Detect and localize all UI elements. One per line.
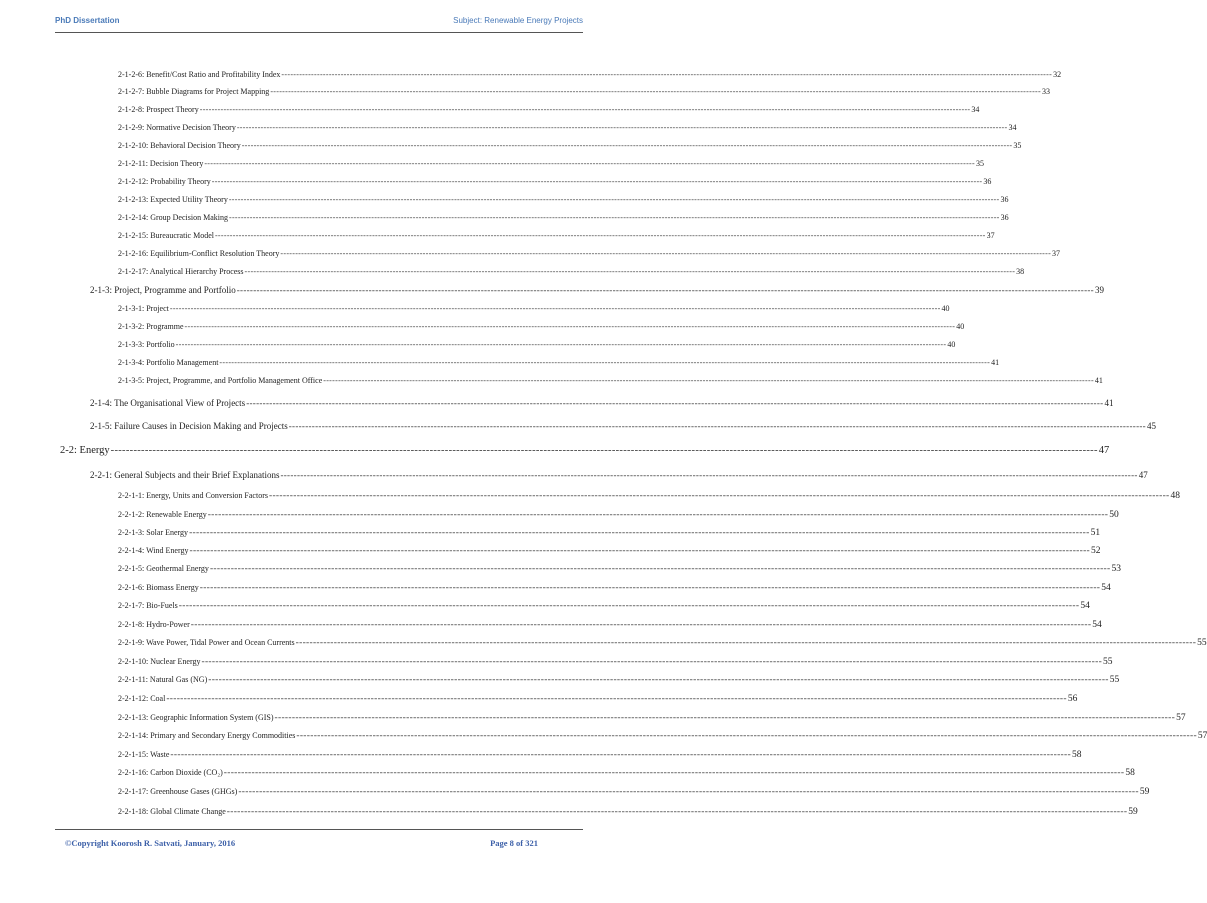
toc-leader-dashes: --------------------------------------------------------------------------------------------------------------------------------------------------------------------------------------------------------------------------------------------------------------------: [178, 601, 1080, 611]
toc-entry-page: 59: [1128, 807, 1138, 817]
toc-entry[interactable]: [118, 768, 1135, 778]
toc-leader-dashes: --------------------------------------------------------------------------------------------------------------------------------------------------------------------------------------------------------------------------------------------------------------------: [219, 358, 991, 367]
toc-entry[interactable]: [60, 445, 1110, 456]
header-left-title: PhD Dissertation: [55, 16, 120, 25]
toc-leader-dashes: --------------------------------------------------------------------------------------------------------------------------------------------------------------------------------------------------------------------------------------------------------------------: [199, 583, 1101, 593]
toc-entry[interactable]: [90, 398, 1114, 408]
toc-entry-title: 2-1-2-16: Equilibrium-Conflict Resolution Theory: [118, 249, 280, 258]
toc-entry-page: 45: [1146, 421, 1156, 431]
toc-entry-title: 2-2-1-8: Hydro-Power: [118, 620, 190, 629]
toc-entry[interactable]: [118, 583, 1111, 593]
toc-leader-dashes: --------------------------------------------------------------------------------------------------------------------------------------------------------------------------------------------------------------------------------------------------------------------: [281, 70, 1053, 79]
toc-entry-title: 2-2-1-18: Global Climate Change: [118, 807, 226, 816]
footer-copyright: ©Copyright Koorosh R. Satvati, January, 2016: [65, 838, 236, 848]
toc-entry-page: 57: [1176, 713, 1186, 723]
toc-entry-page: 35: [975, 159, 984, 168]
toc-entry-title: 2-1-2-11: Decision Theory: [118, 159, 204, 168]
toc-leader-dashes: --------------------------------------------------------------------------------------------------------------------------------------------------------------------------------------------------------------------------------------------------------------------: [268, 491, 1170, 501]
toc-entry-page: 36: [983, 177, 992, 186]
toc-entry-title: 2-2-1-14: Primary and Secondary Energy Commodities: [118, 731, 296, 740]
toc-entry-page: 36: [1000, 195, 1009, 204]
toc-leader-dashes: --------------------------------------------------------------------------------------------------------------------------------------------------------------------------------------------------------------------------------------------------------------------: [190, 620, 1092, 630]
toc-entry-title: 2-1-2-8: Prospect Theory: [118, 105, 199, 114]
toc-leader-dashes: --------------------------------------------------------------------------------------------------------------------------------------------------------------------------------------------------------------------------------------------------------------------: [236, 285, 1094, 295]
footer-page-number: Page 8 of 321: [490, 838, 538, 848]
toc-leader-dashes: --------------------------------------------------------------------------------------------------------------------------------------------------------------------------------------------------------------------------------------------------------------------: [223, 768, 1125, 778]
toc-entry-title: 2-1-2-13: Expected Utility Theory: [118, 195, 228, 204]
toc-entry-page: 50: [1109, 510, 1119, 520]
toc-entry[interactable]: [118, 491, 1181, 501]
toc-leader-dashes: --------------------------------------------------------------------------------------------------------------------------------------------------------------------------------------------------------------------------------------------------------------------: [280, 470, 1138, 480]
toc-entry[interactable]: [90, 470, 1148, 480]
toc-entry[interactable]: [118, 528, 1101, 538]
toc-entry[interactable]: [118, 694, 1078, 704]
header-right-subject: Subject: Renewable Energy Projects: [453, 16, 583, 25]
toc-entry-title: 2-2-1-1: Energy, Units and Conversion Factors: [118, 491, 268, 500]
toc-entry-title: 2-1-3-4: Portfolio Management: [118, 358, 219, 367]
toc-leader-dashes: --------------------------------------------------------------------------------------------------------------------------------------------------------------------------------------------------------------------------------------------------------------------: [288, 421, 1146, 431]
toc-entry[interactable]: [118, 675, 1120, 685]
toc-entry-page: 34: [971, 105, 980, 114]
toc-entry[interactable]: [118, 70, 1062, 79]
toc-leader-dashes: --------------------------------------------------------------------------------------------------------------------------------------------------------------------------------------------------------------------------------------------------------------------: [296, 731, 1197, 741]
toc-leader-dashes: --------------------------------------------------------------------------------------------------------------------------------------------------------------------------------------------------------------------------------------------------------------------: [226, 807, 1128, 817]
toc-entry-page: 37: [1052, 249, 1061, 258]
toc-entry-title: 2-2-1-12: Coal: [118, 694, 166, 703]
toc-entry-title: 2-2: Energy: [60, 445, 110, 456]
toc-leader-dashes: --------------------------------------------------------------------------------------------------------------------------------------------------------------------------------------------------------------------------------------------------------------------: [241, 141, 1013, 150]
toc-entry-title: 2-2-1-7: Bio-Fuels: [118, 601, 178, 610]
toc-leader-dashes: --------------------------------------------------------------------------------------------------------------------------------------------------------------------------------------------------------------------------------------------------------------------: [184, 322, 956, 331]
toc-leader-dashes: --------------------------------------------------------------------------------------------------------------------------------------------------------------------------------------------------------------------------------------------------------------------: [238, 787, 1139, 797]
toc-entry-page: 53: [1111, 564, 1121, 574]
toc-entry-page: 54: [1101, 583, 1111, 593]
toc-entry-page: 36: [1000, 213, 1009, 222]
toc-entry-page: 39: [1094, 285, 1104, 295]
toc-entry-title: 2-1-2-9: Normative Decision Theory: [118, 123, 236, 132]
footer-rule: [55, 829, 583, 830]
toc-entry-page: 57: [1197, 731, 1207, 741]
toc-leader-dashes: --------------------------------------------------------------------------------------------------------------------------------------------------------------------------------------------------------------------------------------------------------------------: [170, 750, 1071, 760]
page-footer: [55, 838, 583, 852]
toc-entry[interactable]: [118, 787, 1150, 797]
toc-leader-dashes: --------------------------------------------------------------------------------------------------------------------------------------------------------------------------------------------------------------------------------------------------------------------: [189, 546, 1091, 556]
toc-entry-title: 2-1-2-17: Analytical Hierarchy Process: [118, 267, 244, 276]
toc-entry-page: 58: [1125, 768, 1135, 778]
toc-entry[interactable]: [118, 340, 956, 349]
toc-entry[interactable]: [118, 195, 1009, 204]
toc-entry-page: 35: [1013, 141, 1022, 150]
toc-entry[interactable]: [118, 731, 1207, 741]
toc-entry-title: 2-2-1-4: Wind Energy: [118, 546, 189, 555]
toc-entry[interactable]: [118, 304, 950, 313]
toc-entry-page: 51: [1090, 528, 1101, 538]
toc-entry[interactable]: [118, 267, 1025, 276]
toc-entry[interactable]: [118, 750, 1082, 760]
toc-entry[interactable]: [118, 123, 1017, 132]
toc-entry[interactable]: [118, 177, 992, 186]
toc-entry[interactable]: [118, 105, 980, 114]
toc-leader-dashes: --------------------------------------------------------------------------------------------------------------------------------------------------------------------------------------------------------------------------------------------------------------------: [211, 177, 983, 186]
toc-entry-page: 32: [1053, 70, 1062, 79]
toc-entry-title: 2-1-2-7: Bubble Diagrams for Project Mapping: [118, 87, 270, 96]
toc-entry-page: 59: [1139, 787, 1150, 797]
toc-entry[interactable]: [118, 638, 1207, 648]
toc-entry-page: 47: [1138, 470, 1148, 480]
toc-entry-title: 2-1-5: Failure Causes in Decision Making and Projects: [90, 421, 288, 431]
toc-leader-dashes: --------------------------------------------------------------------------------------------------------------------------------------------------------------------------------------------------------------------------------------------------------------------: [204, 159, 975, 168]
toc-leader-dashes: --------------------------------------------------------------------------------------------------------------------------------------------------------------------------------------------------------------------------------------------------------------------: [295, 638, 1197, 648]
toc-entry-page: 40: [956, 322, 965, 331]
toc-entry-page: 56: [1067, 694, 1078, 704]
toc-entry[interactable]: [118, 322, 965, 331]
toc-entry[interactable]: [90, 285, 1104, 295]
toc-entry[interactable]: [118, 159, 984, 168]
toc-entry-page: 33: [1041, 87, 1050, 96]
toc-entry[interactable]: [118, 249, 1061, 258]
toc-entry-title: 2-1-2-6: Benefit/Cost Ratio and Profitability Index: [118, 70, 281, 79]
toc-leader-dashes: --------------------------------------------------------------------------------------------------------------------------------------------------------------------------------------------------------------------------------------------------------------------: [246, 398, 1104, 408]
toc-entry-title: 2-1-2-12: Probability Theory: [118, 177, 211, 186]
toc-entry-page: 48: [1170, 491, 1181, 501]
toc-leader-dashes: --------------------------------------------------------------------------------------------------------------------------------------------------------------------------------------------------------------------------------------------------------------------: [228, 195, 1000, 204]
toc-leader-dashes: --------------------------------------------------------------------------------------------------------------------------------------------------------------------------------------------------------------------------------------------------------------------: [274, 713, 1176, 723]
toc-leader-dashes: --------------------------------------------------------------------------------------------------------------------------------------------------------------------------------------------------------------------------------------------------------------------: [323, 376, 1094, 385]
toc-leader-dashes: --------------------------------------------------------------------------------------------------------------------------------------------------------------------------------------------------------------------------------------------------------------------: [270, 87, 1041, 96]
toc-entry[interactable]: [118, 510, 1119, 520]
toc-entry-page: 40: [947, 340, 956, 349]
toc-entry-title: 2-2-1-11: Natural Gas (NG): [118, 675, 208, 684]
toc-leader-dashes: --------------------------------------------------------------------------------------------------------------------------------------------------------------------------------------------------------------------------------------------------------------------: [228, 213, 1000, 222]
toc-entry-title: 2-1-3-5: Project, Programme, and Portfolio Management Office: [118, 376, 323, 385]
toc-entry[interactable]: [118, 141, 1022, 150]
toc-entry-title: 2-2-1-9: Wave Power, Tidal Power and Ocean Currents: [118, 638, 295, 647]
toc-leader-dashes: --------------------------------------------------------------------------------------------------------------------------------------------------------------------------------------------------------------------------------------------------------------------: [207, 510, 1109, 520]
toc-leader-dashes: --------------------------------------------------------------------------------------------------------------------------------------------------------------------------------------------------------------------------------------------------------------------: [166, 694, 1067, 704]
toc-entry-title: 2-2-1-6: Biomass Energy: [118, 583, 199, 592]
toc-entry-page: 58: [1071, 750, 1082, 760]
toc-entry[interactable]: [118, 601, 1090, 611]
toc-entry-title: 2-2-1-2: Renewable Energy: [118, 510, 207, 519]
toc-leader-dashes: --------------------------------------------------------------------------------------------------------------------------------------------------------------------------------------------------------------------------------------------------------------------: [175, 340, 947, 349]
toc-entry-title: 2-1-2-14: Group Decision Making: [118, 213, 228, 222]
toc-entry-title: 2-2-1-17: Greenhouse Gases (GHGs): [118, 787, 238, 796]
toc-entry-title: 2-1-3-1: Project: [118, 304, 169, 313]
toc-leader-dashes: --------------------------------------------------------------------------------------------------------------------------------------------------------------------------------------------------------------------------------------------------------------------: [280, 249, 1052, 258]
toc-leader-dashes: --------------------------------------------------------------------------------------------------------------------------------------------------------------------------------------------------------------------------------------------------------------------: [110, 445, 1098, 456]
toc-leader-dashes: --------------------------------------------------------------------------------------------------------------------------------------------------------------------------------------------------------------------------------------------------------------------: [244, 267, 1016, 276]
toc-entry-page: 41: [1094, 376, 1103, 385]
toc-entry-page: 54: [1092, 620, 1102, 630]
toc-entry-page: 40: [941, 304, 950, 313]
toc-entry[interactable]: [118, 231, 995, 240]
toc-leader-dashes: --------------------------------------------------------------------------------------------------------------------------------------------------------------------------------------------------------------------------------------------------------------------: [189, 528, 1090, 538]
toc-entry-title: 2-1-2-15: Bureaucratic Model: [118, 231, 214, 240]
toc-entry[interactable]: [118, 620, 1102, 630]
toc-entry-title: 2-1-3-2: Programme: [118, 322, 184, 331]
toc-entry-page: 55: [1109, 675, 1120, 685]
toc-leader-dashes: --------------------------------------------------------------------------------------------------------------------------------------------------------------------------------------------------------------------------------------------------------------------: [209, 564, 1111, 574]
toc-entry-page: 55: [1103, 657, 1113, 667]
toc-entry-page: 54: [1080, 601, 1090, 611]
toc-entry-title: 2-2-1-3: Solar Energy: [118, 528, 189, 537]
toc-entry-page: 47: [1098, 445, 1110, 456]
toc-leader-dashes: --------------------------------------------------------------------------------------------------------------------------------------------------------------------------------------------------------------------------------------------------------------------: [236, 123, 1008, 132]
toc-entry-title: 2-1-2-10: Behavioral Decision Theory: [118, 141, 241, 150]
toc-leader-dashes: --------------------------------------------------------------------------------------------------------------------------------------------------------------------------------------------------------------------------------------------------------------------: [208, 675, 1109, 685]
toc-entry[interactable]: [90, 421, 1156, 431]
toc-entry-title: 2-1-3-3: Portfolio: [118, 340, 175, 349]
toc-entry-title: 2-1-4: The Organisational View of Projects: [90, 398, 246, 408]
toc-entry-page: 37: [986, 231, 995, 240]
toc-leader-dashes: --------------------------------------------------------------------------------------------------------------------------------------------------------------------------------------------------------------------------------------------------------------------: [214, 231, 986, 240]
toc-entry-page: 41: [991, 358, 1000, 367]
toc-entry[interactable]: [118, 358, 1000, 367]
toc-entry[interactable]: [118, 657, 1113, 667]
toc-leader-dashes: --------------------------------------------------------------------------------------------------------------------------------------------------------------------------------------------------------------------------------------------------------------------: [169, 304, 941, 313]
toc-entry[interactable]: [118, 564, 1121, 574]
toc-entry-title: 2-2-1-5: Geothermal Energy: [118, 564, 209, 573]
toc-entry[interactable]: [118, 213, 1009, 222]
toc-entry-page: 34: [1008, 123, 1017, 132]
toc-entry-page: 41: [1104, 398, 1114, 408]
toc-entry-title: 2-2-1: General Subjects and their Brief Explanations: [90, 470, 280, 480]
toc-entry-title: 2-2-1-16: Carbon Dioxide (CO₂): [118, 768, 223, 777]
toc-entry[interactable]: [118, 376, 1103, 385]
toc-entry[interactable]: [118, 713, 1186, 723]
toc-entry-title: 2-1-3: Project, Programme and Portfolio: [90, 285, 236, 295]
toc-entry-title: 2-2-1-13: Geographic Information System (GIS): [118, 713, 274, 722]
toc-entry-page: 52: [1091, 546, 1101, 556]
toc-entry-page: 38: [1016, 267, 1025, 276]
toc-entry-title: 2-2-1-10: Nuclear Energy: [118, 657, 201, 666]
toc-leader-dashes: --------------------------------------------------------------------------------------------------------------------------------------------------------------------------------------------------------------------------------------------------------------------: [199, 105, 971, 114]
toc-leader-dashes: --------------------------------------------------------------------------------------------------------------------------------------------------------------------------------------------------------------------------------------------------------------------: [201, 657, 1103, 667]
toc-entry-page: 55: [1197, 638, 1207, 648]
toc-entry-title: 2-2-1-15: Waste: [118, 750, 170, 759]
toc-entry[interactable]: [118, 546, 1101, 556]
toc-entry[interactable]: [118, 87, 1050, 96]
toc-entry[interactable]: [118, 807, 1138, 817]
